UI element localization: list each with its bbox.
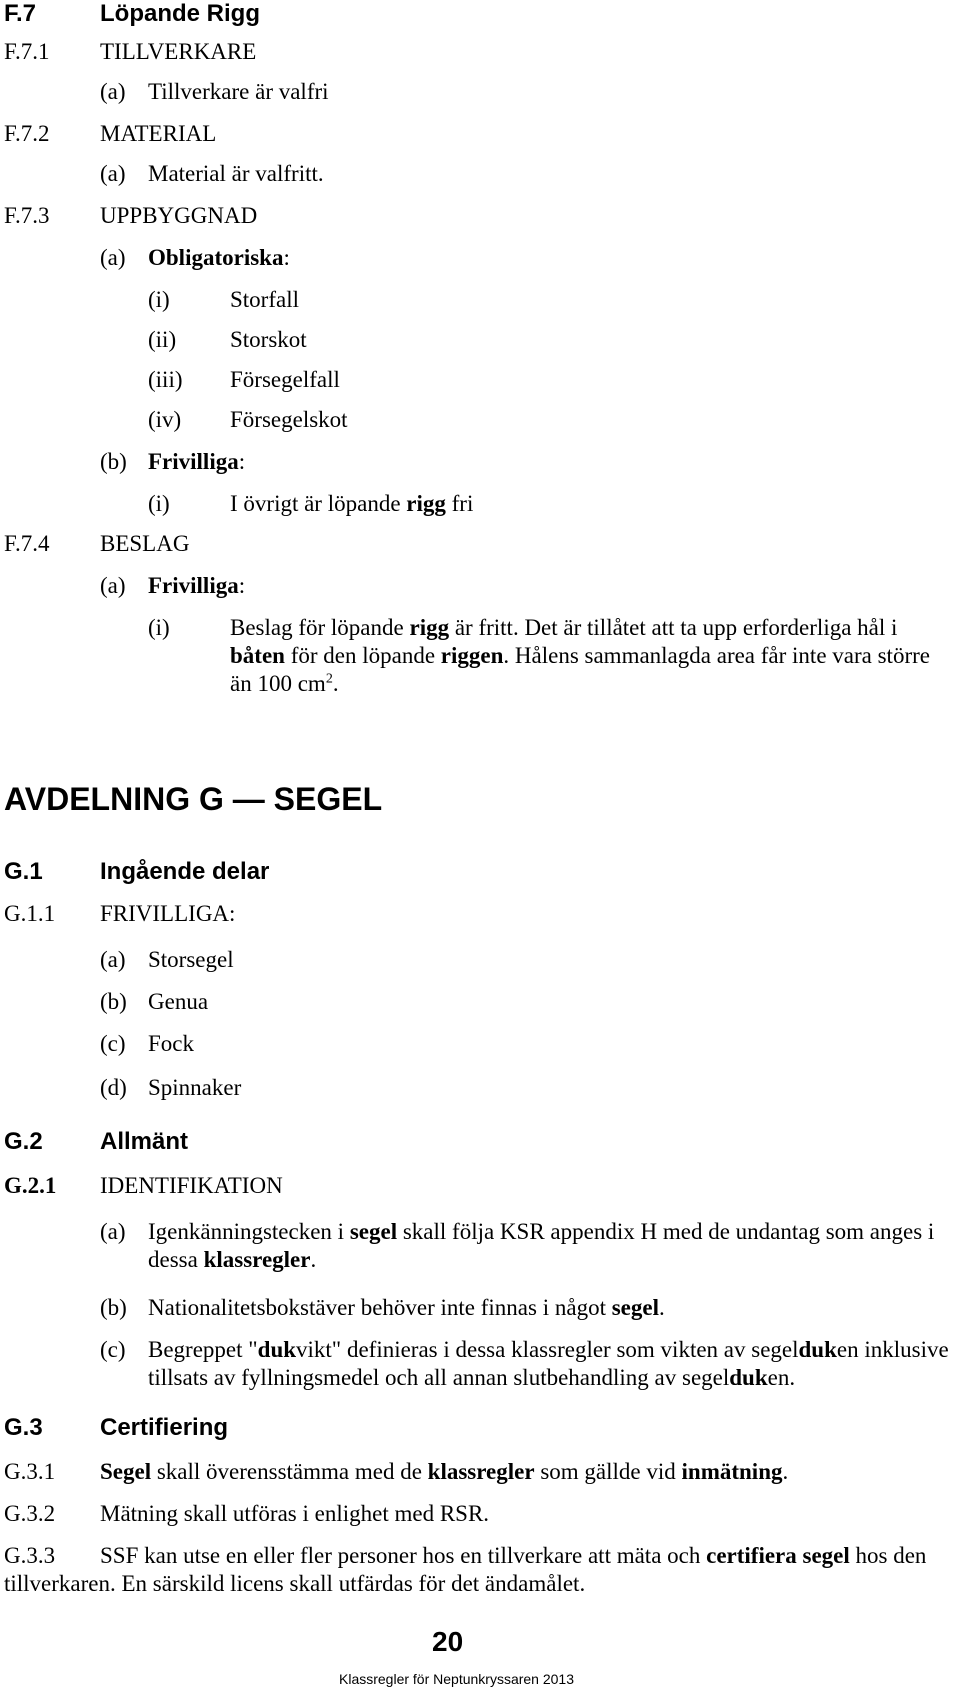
section-text-g33: SSF kan utse en eller fler personer hos en tillverkare att mäta och certifiera segel hos den tillverkaren. En särskild licens skall utfärdas för det ändamålet.: [4, 1543, 927, 1596]
item-label: (c): [100, 1337, 126, 1362]
section-text-g32: Mätning skall utföras i enlighet med RSR.: [100, 1501, 490, 1526]
item-text: Tillverkare är valfri: [148, 79, 329, 104]
subitem-text: Storfall: [230, 287, 299, 312]
subitem-label: (iii): [148, 367, 183, 392]
subitem-text: Storskot: [230, 327, 307, 352]
section-number-f71: F.7.1: [4, 39, 50, 64]
section-number-f72: F.7.2: [4, 121, 50, 146]
subitem-text: Försegelskot: [230, 407, 348, 432]
section-number-g1: G.1: [4, 858, 43, 885]
section-title-g2: Allmänt: [100, 1128, 189, 1155]
section-number-f73: F.7.3: [4, 203, 50, 228]
section-text-g31: Segel skall överensstämma med de klassregler som gällde vid inmätning.: [100, 1459, 789, 1484]
item-text: Frivilliga:: [148, 573, 246, 598]
section-title-f74: BESLAG: [100, 531, 190, 556]
section-title-g21: IDENTIFIKATION: [100, 1173, 283, 1198]
section-title-f72: MATERIAL: [100, 121, 217, 146]
item-text: Obligatoriska:: [148, 245, 290, 270]
page-number: 20: [432, 1626, 464, 1657]
item-text: Fock: [148, 1031, 194, 1056]
section-title-f71: TILLVERKARE: [100, 39, 257, 64]
section-title-g11: FRIVILLIGA:: [100, 901, 236, 926]
section-number-g3: G.3: [4, 1414, 43, 1441]
item-label: (b): [100, 989, 127, 1014]
section-title-f7: Löpande Rigg: [100, 0, 260, 27]
item-text: Frivilliga:: [148, 449, 246, 474]
item-label: (a): [100, 79, 126, 104]
item-label: (c): [100, 1031, 126, 1056]
subitem-label: (iv): [148, 407, 182, 432]
item-label: (b): [100, 449, 127, 474]
item-text: Material är valfritt.: [148, 161, 324, 186]
item-label: (a): [100, 573, 126, 598]
subitem-text: I övrigt är löpande rigg fri: [230, 491, 474, 516]
item-text: Storsegel: [148, 947, 234, 972]
subitem-label: (i): [148, 615, 170, 640]
section-number-g31: G.3.1: [4, 1459, 56, 1484]
item-label: (d): [100, 1075, 127, 1100]
section-title-g1: Ingående delar: [100, 858, 270, 885]
subitem-text: Beslag för löpande rigg är fritt. Det är tillåtet att ta upp erforderliga hål i båten för den löpande riggen. Hålens sammanlagda area får inte vara större än 100 $cm^2$.: [230, 615, 930, 696]
section-number-f7: F.7: [4, 0, 37, 27]
section-title-f73: UPPBYGGNAD: [100, 203, 258, 228]
section-number-g33: G.3.3: [4, 1543, 56, 1568]
section-number-g11: G.1.1: [4, 901, 56, 926]
section-number-f74: F.7.4: [4, 531, 50, 556]
part-heading: AVDELNING G — SEGEL: [4, 781, 383, 817]
item-text: Nationalitetsbokstäver behöver inte finnas i något segel.: [148, 1295, 665, 1320]
subitem-label: (i): [148, 287, 170, 312]
item-text: Genua: [148, 989, 209, 1014]
item-label: (a): [100, 161, 126, 186]
item-label: (a): [100, 1219, 126, 1244]
footer-caption: Klassregler för Neptunkryssaren 2013: [339, 1671, 575, 1687]
item-text: Igenkänningstecken i segel skall följa KSR appendix H med de undantag som anges i dessa klassregler.: [148, 1219, 935, 1272]
subitem-label: (ii): [148, 327, 177, 352]
subitem-text: Försegelfall: [230, 367, 340, 392]
item-text: Spinnaker: [148, 1075, 242, 1100]
section-number-g2: G.2: [4, 1128, 43, 1155]
subitem-label: (i): [148, 491, 170, 516]
item-text: Begreppet "dukvikt" definieras i dessa klassregler som vikten av segelduken inklusive tillsats av fyllningsmedel och all annan slutbehandling av segelduken.: [148, 1337, 949, 1390]
item-label: (a): [100, 947, 126, 972]
item-label: (a): [100, 245, 126, 270]
item-label: (b): [100, 1295, 127, 1320]
section-number-g32: G.3.2: [4, 1501, 56, 1526]
section-number-g21: G.2.1: [4, 1173, 57, 1198]
section-title-g3: Certifiering: [100, 1414, 229, 1441]
